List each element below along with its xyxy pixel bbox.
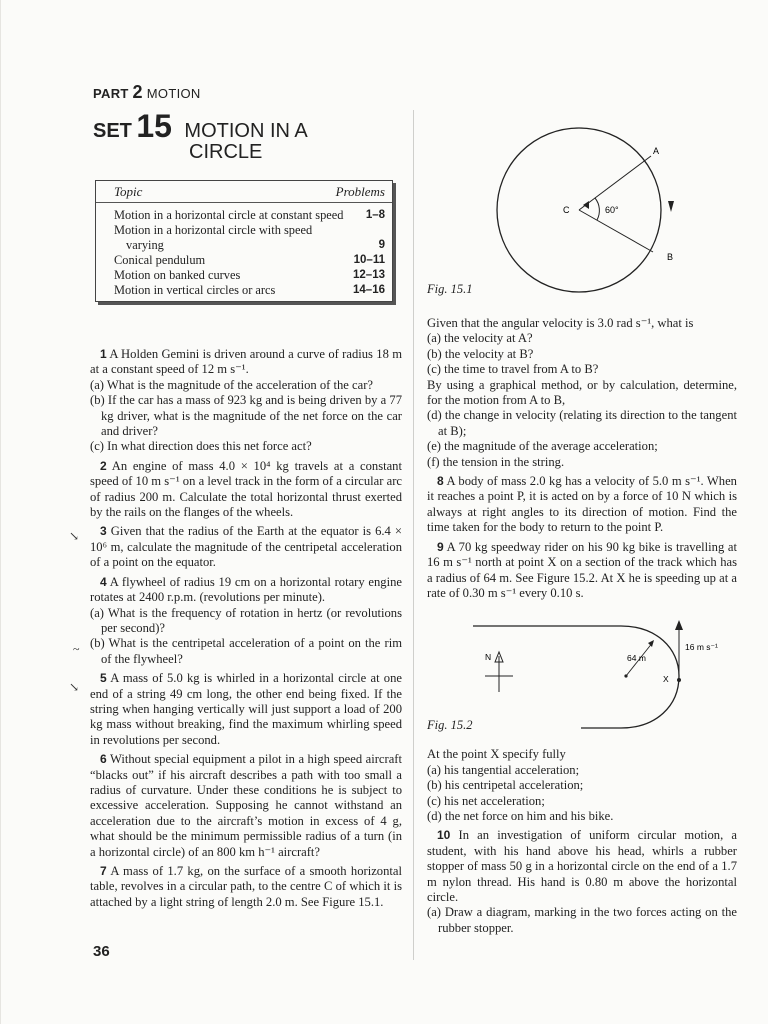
problem-9a: (a) his tangential acceleration; [427, 762, 580, 777]
direction-arrow-icon [668, 201, 674, 212]
fig-15-2-caption: Fig. 15.2 [427, 718, 473, 732]
problem-7-mid: By using a graphical method, or by calculation, determine, for the motion from A to B, [427, 377, 737, 408]
problem-1a: (a) What is the magnitude of the acceleration of the car? [90, 377, 373, 392]
problem-9: 9 A 70 kg speedway rider on his 90 kg bike is travelling at 16 m s⁻¹ north at point X on a section of the track which has a radius of 64 m. See Figure 15.2. At X he is speeding up at a rate of 0.30 m s⁻¹ every 0.10 s. [427, 539, 737, 600]
problem-9d: (d) the net force on him and his bike. [427, 808, 614, 823]
problem-2: 2 An engine of mass 4.0 × 10⁴ kg travels at a constant speed of 10 m s⁻¹ on a level track in the form of a circular arc of radius 200 m. Calculate the total horizontal thrust exerted by the rails on the flanges of the wheels. [90, 458, 402, 520]
problem-6: 6 Without special equipment a pilot in a high speed aircraft “blacks out” if his aircraft describes a path with too small a radius of curvature. Under these conditions he is subject to excessive acceleration. Supposing he cannot withstand an acceleration due to the aircraft’s motion in excess of 4 g, what should be the minimum permissible radius of a turn (in a horizontal circle) of an 800 km h⁻¹ aircraft? [90, 752, 402, 859]
radius-cb [579, 210, 653, 252]
topic-row: Conical pendulum 10–11 [114, 253, 385, 267]
left-column [90, 347, 402, 914]
label-b: B [667, 252, 674, 262]
problem-7: 7 A mass of 1.7 kg, on the surface of a smooth horizontal table, revolves in a circular path, to the centre C of which it is attached by a light string of length 2.0 m. See Figure 15.1. [90, 864, 402, 909]
margin-tick: ↘ [69, 529, 80, 543]
problem-7-intro: Given that the angular velocity is 3.0 rad s⁻¹, what is [427, 316, 694, 330]
figure-15-1 [471, 108, 707, 298]
label-a: A [653, 146, 660, 156]
angle-label: 60° [605, 205, 619, 215]
problem-1: 1 A Holden Gemini is driven around a curve of radius 18 m at a constant speed of 12 m s⁻¹. [90, 347, 402, 377]
topic-table [95, 180, 393, 302]
problem-7b: (b) the velocity at B? [427, 346, 534, 361]
problem-1c: (c) In what direction does this net force act? [90, 439, 312, 454]
topic-row: varying 9 [126, 238, 385, 252]
radius-ca [579, 156, 651, 210]
problem-7e: (e) the magnitude of the average acceleration; [427, 439, 658, 454]
problem-7c: (c) the time to travel from A to B? [427, 362, 599, 377]
velocity-arrowhead-icon [675, 620, 683, 630]
margin-tick: ↘ [69, 680, 80, 694]
problem-9b: (b) his centripetal acceleration; [427, 778, 584, 793]
problem-7a: (a) the velocity at A? [427, 331, 533, 346]
topic-table-header: Topic Problems [96, 181, 392, 203]
point-x [677, 678, 681, 682]
set-title: SET 15 MOTION IN A [93, 108, 308, 144]
angle-arc [595, 198, 599, 220]
problem-8: 8 A body of mass 2.0 kg has a velocity of 5.0 m s⁻¹. When it reaches a point P, it is acted on by a force of 10 N which is always at right angles to its direction of motion. Find the time taken for the body to return to the point P. [427, 474, 737, 535]
radius-arrow-icon [648, 640, 654, 647]
fig-15-1-caption: Fig. 15.1 [427, 282, 473, 296]
problem-7f: (f) the tension in the string. [427, 454, 565, 469]
page-number: 36 [93, 943, 110, 960]
label-c: C [563, 205, 570, 215]
track-centre [624, 674, 627, 677]
problem-4: 4 A flywheel of radius 19 cm on a horizontal rotary engine rotates at 2400 r.p.m. (revolutions per minute). [90, 574, 402, 605]
label-speed: 16 m s⁻¹ [685, 642, 718, 652]
label-north: N [485, 652, 492, 662]
part-heading: PART 2 MOTION [93, 82, 201, 102]
topic-row: Motion in a horizontal circle at constant speed 1–8 [114, 208, 385, 222]
problem-10: 10 In an investigation of uniform circular motion, a student, with his hand above his head, whirls a rubber stopper of mass 50 g in a horizontal circle on the end of a 1.7 m nylon thread. His hand is 0.80 m above the horizontal circle. [427, 828, 737, 904]
centre-arrow-icon [583, 201, 589, 209]
label-x: X [663, 674, 669, 684]
problem-5: 5 A mass of 5.0 kg is whirled in a horizontal circle at one end of a string 49 cm long, the other end being fixed. If the string when hanging vertically will just support a load of 200 kg mass without breaking, find the maximum whirling speed in revolutions per second. [90, 671, 402, 747]
set-title-line2: CIRCLE [189, 141, 263, 163]
track-curve [473, 626, 679, 728]
problem-10a: (a) Draw a diagram, marking in the two forces acting on the rubber stopper. [427, 905, 737, 935]
problem-4a: (a) What is the frequency of rotation in hertz (or revolutions per second)? [90, 605, 402, 635]
topic-row: Motion in a horizontal circle with speed [114, 223, 313, 237]
margin-tick: ~ [73, 642, 80, 656]
column-divider [413, 110, 414, 960]
figure-15-2 [471, 618, 731, 736]
problem-4b: (b) What is the centripetal acceleration of a point on the rim of the flywheel? [90, 636, 402, 666]
label-radius: 64 m [627, 653, 646, 663]
problem-7d: (d) the change in velocity (relating its direction to the tangent at B); [427, 408, 737, 438]
topic-row: Motion on banked curves 12–13 [114, 268, 385, 282]
topic-row: Motion in vertical circles or arcs 14–16 [114, 283, 385, 297]
problem-9-intro: At the point X specify fully [427, 747, 566, 762]
problem-3: 3 Given that the radius of the Earth at the equator is 6.4 × 10⁶ m, calculate the magnitude of the centripetal acceleration of a point on the equator. [90, 524, 402, 570]
problem-9c: (c) his net acceleration; [427, 793, 545, 808]
problem-1b: (b) If the car has a mass of 923 kg and is being driven by a 77 kg driver, what is the magnitude of the net force on the car and driver? [90, 393, 402, 439]
